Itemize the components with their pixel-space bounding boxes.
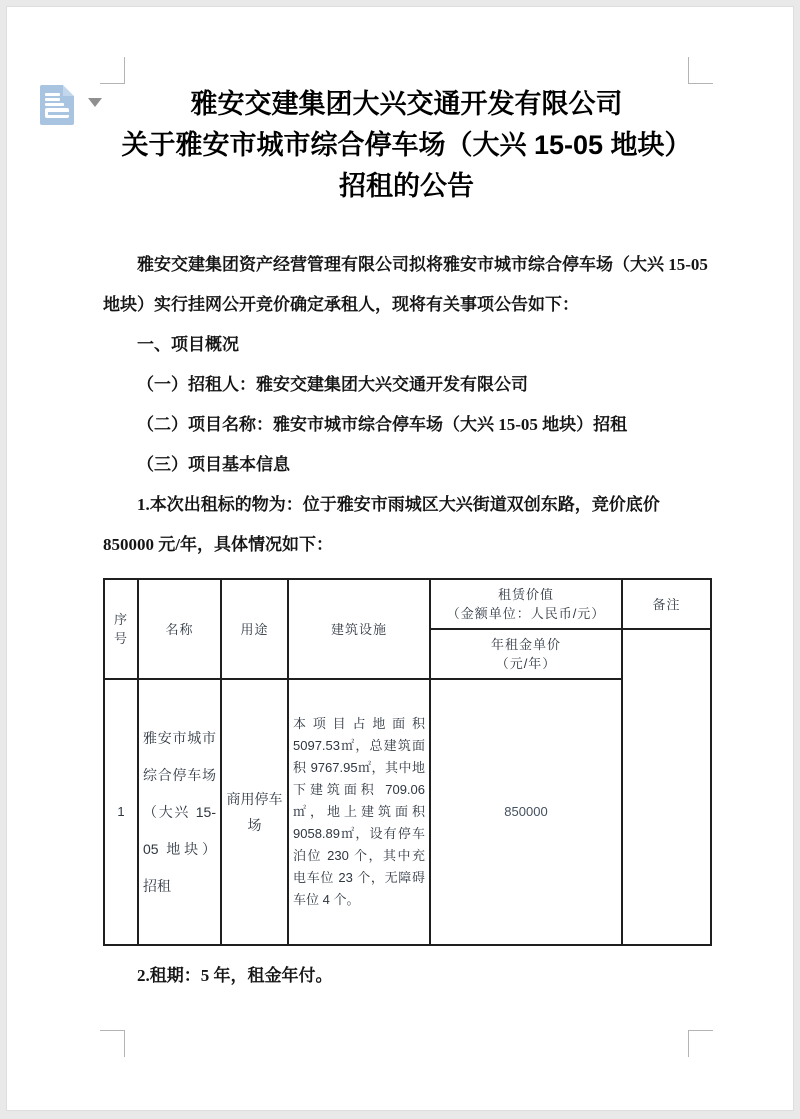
header-lease-value — [430, 579, 622, 629]
cell-remark — [622, 629, 711, 945]
header-name: 名称 — [138, 579, 221, 679]
intro-paragraph: 雅安交建集团资产经营管理有限公司拟将雅安市城市综合停车场（大兴 15-05 地块）实行挂网公开竞价确定承租人，现将有关事项公告如下： — [103, 255, 708, 314]
header-remark: 备注 — [622, 579, 711, 629]
item-2-project-name: （二）项目名称：雅安市城市综合停车场（大兴 15-05 地块）招租 — [137, 415, 628, 434]
header-lease-value-line1: 租赁价值 — [497, 587, 554, 602]
item-3-basic-info: （三）项目基本信息 — [137, 455, 290, 474]
cell-name: 雅安市城市综合停车场（大兴 15-05 地块）招租 — [138, 679, 221, 945]
header-annual-rent-line1: 年租金单价 — [490, 637, 561, 652]
table-header-row-1 — [104, 579, 711, 629]
cell-use: 商用停车场 — [221, 679, 288, 945]
project-info-table — [103, 578, 712, 946]
doc-textbox-line — [48, 112, 72, 115]
doc-line-2 — [45, 98, 60, 101]
doc-line-1 — [45, 93, 60, 96]
doc-line-3 — [45, 103, 64, 106]
point-2-lease-term: 2.租期：5 年，租金年付。 — [137, 966, 333, 985]
header-annual-rent-line2: （元/年） — [495, 656, 557, 671]
point-1-description: 1.本次出租标的物为：位于雅安市雨城区大兴街道双创东路，竞价底价 850000 元/年，具体情况如下： — [103, 495, 660, 554]
title-line-2: 关于雅安市城市综合停车场（大兴 15-05 地块） — [121, 130, 692, 160]
title-line-3: 招租的公告 — [339, 171, 474, 201]
dropdown-arrow-icon[interactable] — [88, 98, 102, 107]
cell-facilities: 本项目占地面积 5097.53㎡，总建筑面积 9767.95㎡，其中地下建筑面积 709.06㎡，地上建筑面积 9058.89㎡，设有停车泊位 230 个，其中充电车位 23 个，无障碍车位 4 个。 — [288, 679, 430, 945]
cell-seq: 1 — [104, 679, 138, 945]
document-body — [103, 245, 710, 996]
doc-textbox — [45, 108, 69, 118]
page-fold-corner — [63, 85, 74, 96]
document-icon[interactable] — [40, 85, 74, 125]
title-line-1: 雅安交建集团大兴交通开发有限公司 — [190, 89, 623, 119]
section-1-heading: 一、项目概况 — [137, 335, 239, 354]
header-lease-value-line2: （金额单位：人民币/元） — [446, 606, 606, 621]
header-annual-rent — [430, 629, 622, 679]
item-1-lessor: （一）招租人：雅安交建集团大兴交通开发有限公司 — [137, 375, 528, 394]
document-content — [103, 84, 710, 996]
table-data-row — [104, 679, 711, 945]
header-facilities: 建筑设施 — [288, 579, 430, 679]
document-title — [103, 84, 710, 207]
header-seq: 序号 — [104, 579, 138, 679]
cell-annual-rent: 850000 — [430, 679, 622, 945]
header-use: 用途 — [221, 579, 288, 679]
